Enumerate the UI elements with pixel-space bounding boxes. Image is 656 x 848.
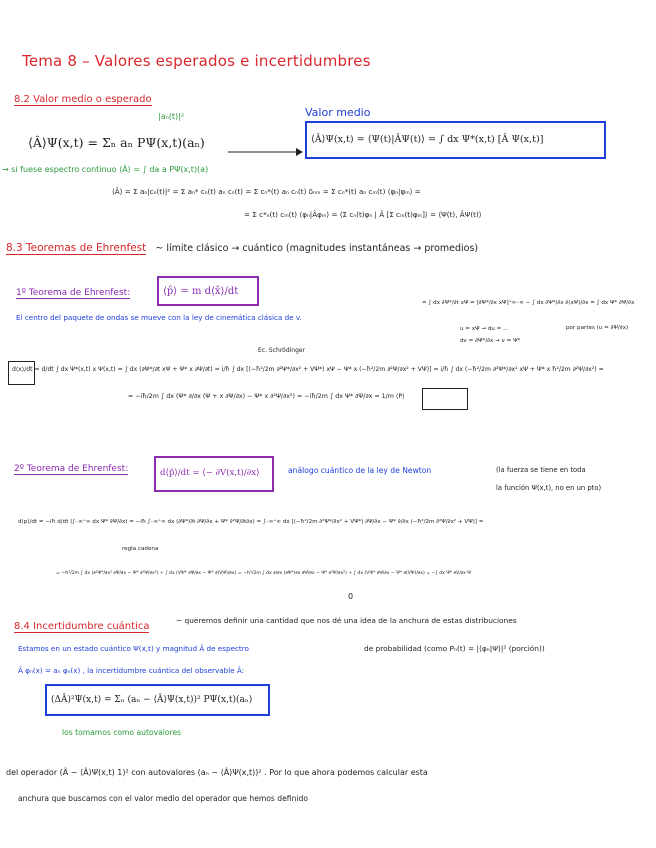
theorem-2-note-1: análogo cuántico de la ley de Newton bbox=[288, 466, 432, 475]
page-title bbox=[22, 52, 371, 70]
valor-medio-equation: ⟨Â⟩Ψ(x,t) = ⟨Ψ(t)|ÂΨ(t)⟩ = ∫ dx Ψ*(x,t) [Â Ψ(x,t)] bbox=[311, 134, 544, 145]
theorem-1-derivation-2: = −iħ/2m ∫ dx (Ψ* ∂/∂x (Ψ + x ∂Ψ/∂x) − Ψ* x ∂²Ψ/∂x²) = −iħ/2m ∫ dx Ψ* ∂Ψ/∂x = 1/m ⟨P⟩ bbox=[128, 393, 405, 400]
valor-medio-label: Valor medio bbox=[305, 106, 371, 119]
section-8-4-intro-1: ~ queremos definir una cantidad que nos dé una idea de la anchura de estas distribuciones bbox=[176, 616, 517, 625]
section-8-2-heading: 8.2 Valor medio o esperado bbox=[14, 94, 152, 105]
side-calc-1: = ∫ dx ∂Ψ*/∂t xΨ = [∂Ψ*/∂x xΨ]⁺∞₋∞ − ∫ dx ∂Ψ*/∂x ∂(xΨ)/∂x = ∫ dx Ψ* ∂Ψ/∂x bbox=[422, 300, 635, 306]
theorem-2-equation: d⟨p̂⟩/dt = ⟨− ∂V(x,t)/∂x⟩ bbox=[160, 468, 260, 478]
schrodinger-note: Ec. Schrödinger bbox=[258, 347, 306, 354]
dx-dt-box bbox=[8, 361, 35, 385]
uncertainty-equation: (ΔÂ)²Ψ(x,t) = Σₙ (aₙ − ⟨Â⟩Ψ(x,t))² PΨ(x,t)(aₙ) bbox=[51, 695, 253, 705]
section-8-3-header bbox=[6, 236, 478, 255]
valor-medio-box bbox=[305, 121, 606, 159]
theorem-1-derivation-1: d⟨x⟩/dt = d/dt ∫ dx Ψ*(x,t) x Ψ(x,t) = ∫ dx (∂Ψ*/∂t xΨ + Ψ* x ∂Ψ/∂t) = i/ħ ∫ dx [(−ħ²/2m ∂²Ψ*/∂x² + VΨ*) xΨ − Ψ* x (−ħ²/2m ∂²Ψ/∂x² + VΨ)] = i/ħ ∫ dx (−ħ²/2m ∂²Ψ*/∂x² xΨ + Ψ* x ħ²/2m ∂²Ψ/∂x²) = bbox=[12, 366, 604, 373]
derivation-line-2: = Σ c*ₙ(t) cₘ(t) ⟨φₙ|Âφₘ⟩ = ⟨Σ cₙ(t)φₙ | Â [Σ cₘ(t)φₘ]⟩ = ⟨Ψ(t), ÂΨ(t)⟩ bbox=[244, 210, 482, 219]
side-calc-2: u = xΨ → du = ... bbox=[460, 326, 509, 332]
annotation-probability: |aₙ(t)|² bbox=[158, 112, 185, 121]
result-box bbox=[422, 388, 468, 410]
section-8-3-subtitle: ~ límite clásico → cuántico (magnitudes instantáneas → promedios) bbox=[155, 243, 479, 254]
section-8-3-heading: 8.3 Teoremas de Ehrenfest bbox=[6, 242, 147, 254]
side-calc-4: por partes (u = ∂Ψ/∂x) bbox=[566, 325, 629, 331]
section-8-4-heading: 8.4 Incertidumbre cuántica bbox=[14, 621, 150, 632]
uncertainty-box bbox=[45, 684, 270, 716]
section-8-4-header bbox=[14, 614, 149, 633]
theorem-1-box bbox=[157, 276, 259, 306]
theorem-2-derivation-1: d⟨p⟩/dt = −iħ d/dt (∫₋∞⁺∞ dx Ψ* ∂Ψ/∂x) = −iħ ∫₋∞⁺∞ dx (∂Ψ*/∂t ∂Ψ/∂x + Ψ* ∂²Ψ/∂t∂x) = ∫₋∞⁺∞ dx [(−ħ²/2m ∂²Ψ*/∂x² + VΨ*) ∂Ψ/∂x − Ψ* ∂/∂x (−ħ²/2m ∂²Ψ/∂x² + VΨ)] = bbox=[18, 519, 484, 525]
theorem-2-note-3: la función Ψ(x,t), no en un pto) bbox=[496, 484, 602, 492]
theorem-2-note-2: (la fuerza se tiene en toda bbox=[496, 466, 586, 474]
theorem-2-box bbox=[154, 456, 274, 492]
state-line-1: Estamos en un estado cuántico Ψ(x,t) y magnitud Â de espectro bbox=[18, 644, 249, 653]
derivation-line-1: ⟨Â⟩ = Σ aₙ|cₙ(t)|² = Σ aₙ* cₙ(t) aₙ cₙ(t) = Σ cₙ*(t) aₙ cₙ(t) δₙₘ = Σ cₙ*(t) aₙ cₘ(t) ⟨φₙ|φₘ⟩ = bbox=[112, 187, 421, 196]
section-8-4-intro-2: de probabilidad (como Pₙ(t) = |⟨φₙ|Ψ⟩|² (porción)) bbox=[364, 644, 545, 653]
continuous-spectrum-note: → si fuese espectro continuo ⟨Â⟩ = ∫ da a PΨ(x,t)(a) bbox=[2, 165, 209, 174]
side-calc-3: dv = ∂Ψ*/∂x → v = Ψ* bbox=[460, 338, 521, 344]
state-line-2: Â φₙ(x) = aₙ φₙ(x) , la incertidumbre cuántica del observable Â: bbox=[18, 666, 245, 675]
expectation-equation: ⟨Â⟩Ψ(x,t) = Σₙ aₙ PΨ(x,t)(aₙ) bbox=[28, 135, 205, 150]
page-title-text: Tema 8 – Valores esperados e incertidumbres bbox=[22, 52, 371, 70]
theorem-1-label: 1º Teorema de Ehrenfest: bbox=[16, 288, 131, 298]
eigenvalue-note: los tomamos como autovalores bbox=[62, 728, 182, 737]
chain-rule-note: regla cadena bbox=[122, 546, 159, 552]
closing-line-2: anchura que buscamos con el valor medio del operador que hemos definido bbox=[18, 794, 308, 803]
theorem-1-equation: ⟨p̂⟩ = m d⟨x̂⟩/dt bbox=[163, 286, 239, 297]
theorem-1-note: El centro del paquete de ondas se mueve con la ley de cinemática clásica de v. bbox=[16, 313, 302, 322]
theorem-2-derivation-2: = −ħ²/2m ∫ dx (∂²Ψ*/∂x² ∂Ψ/∂x − Ψ* ∂³Ψ/∂x³) + ∫ dx (VΨ* ∂Ψ/∂x − Ψ* ∂(VΨ)/∂x) = −ħ²/2m ∫ dx ∂/∂x (∂Ψ*/∂x ∂Ψ/∂x − Ψ* ∂²Ψ/∂x²) + ∫ dx (VΨ* ∂Ψ/∂x − Ψ* ∂(VΨ)/∂x) = −∫ dx Ψ* ∂V/∂x Ψ bbox=[56, 571, 471, 576]
theorem-2-label: 2º Teorema de Ehrenfest: bbox=[14, 464, 129, 474]
arrow-right-icon bbox=[228, 147, 304, 157]
zero-annotation: 0 bbox=[348, 592, 354, 601]
closing-line-1: del operador (Â − ⟨Â⟩Ψ(x,t) 1)² con autovalores (aₙ − ⟨Â⟩Ψ(x,t))² . Por lo que ahora podemos calcular esta bbox=[6, 768, 428, 777]
arrow-to-box bbox=[228, 142, 304, 161]
